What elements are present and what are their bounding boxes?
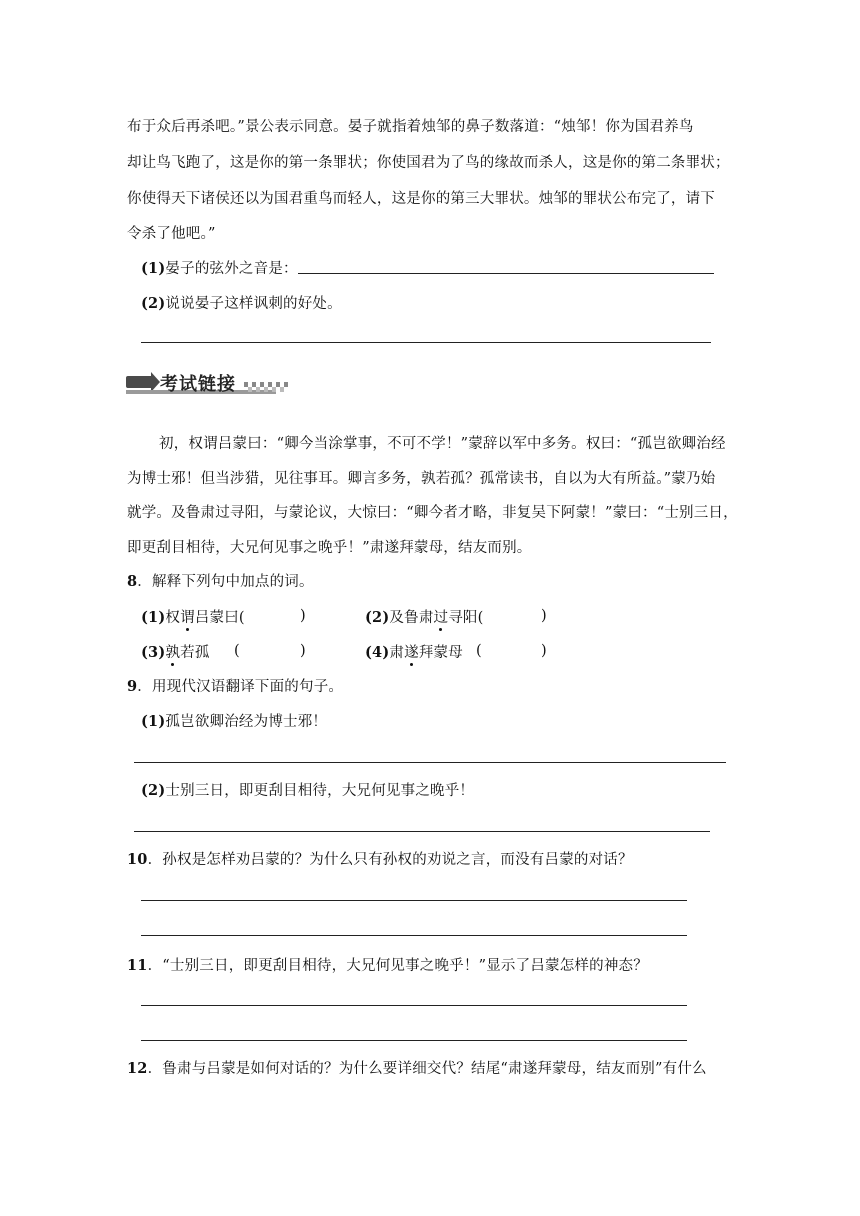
section-title: 考试链接 (160, 374, 236, 395)
passage1-line-1: 布于众后再杀吧。”景公表示同意。晏子就指着烛邹的鼻子数落道：“烛邹！你为国君养鸟 (127, 119, 694, 135)
q8-item-3-post: 若孤 (180, 645, 210, 661)
q8-item-1-dotted-word: 谓 (180, 610, 195, 626)
q8-item-4-post: 拜蒙母 (418, 645, 463, 661)
q8-item-4 (365, 643, 463, 663)
passage2-line-3: 就学。及鲁肃过寻阳，与蒙论议，大惊曰：“卿今者才略，非复吴下阿蒙！”蒙曰：“士别三日， (127, 505, 738, 521)
q8-item-3-open-paren: ( (234, 643, 240, 659)
answer-line[interactable] (141, 1005, 687, 1006)
q11-text: ．“士别三日，即更刮目相待，大兄何见事之晚乎！”显示了吕蒙怎样的神态？ (147, 958, 648, 974)
q8-item-4-answer-blank[interactable]: ) (541, 643, 547, 659)
q12-text: ．鲁肃与吕蒙是如何对话的？为什么要详细交代？结尾“肃遂拜蒙母，结友而别”有什么 (147, 1061, 707, 1077)
q7-sub2-num: (2) (141, 295, 166, 312)
q8-item-4-pre: 肃 (389, 645, 405, 661)
q9-sub2 (141, 781, 474, 801)
q9-sub1-num: (1) (141, 713, 166, 730)
q8-number: 8 (127, 573, 138, 590)
answer-line[interactable] (134, 831, 710, 832)
section-banner (126, 368, 292, 398)
q8-item-3-num: (3) (141, 644, 166, 661)
q8-item-1-answer-blank[interactable]: ) (300, 608, 306, 624)
answer-line[interactable] (141, 1040, 687, 1041)
q11-prompt (127, 956, 648, 976)
q8-text: ．解释下列句中加点的词。 (137, 574, 314, 590)
q8-item-3-dotted-word: 孰 (165, 645, 181, 661)
q8-item-1 (141, 608, 245, 628)
answer-line[interactable] (141, 342, 711, 343)
q9-sub1-text: 孤岂欲卿治经为博士邪！ (165, 714, 328, 730)
q8-item-2-answer-blank[interactable]: ) (541, 608, 547, 624)
answer-line[interactable] (134, 762, 726, 763)
answer-line[interactable] (298, 273, 714, 274)
q9-text: ．用现代汉语翻译下面的句子。 (137, 679, 344, 695)
q9-number: 9 (127, 678, 138, 695)
passage2-line-1: 初，权谓吕蒙曰：“卿今当涂掌事，不可不学！”蒙辞以军中多务。权曰：“孤岂欲卿治经 (159, 436, 726, 452)
q7-sub1-text: 晏子的弦外之音是： (165, 261, 298, 277)
passage1-line-2: 却让鸟飞跑了，这是你的第一条罪状；你使国君为了鸟的缘故而杀人，这是你的第二条罪状； (127, 155, 730, 171)
q12-number: 12 (127, 1060, 148, 1077)
q8-item-1-post: 吕蒙曰( (194, 610, 245, 626)
q8-prompt (127, 572, 314, 592)
q10-text: ．孙权是怎样劝吕蒙的？为什么只有孙权的劝说之言，而没有吕蒙的对话？ (147, 852, 633, 868)
q8-item-2-num: (2) (365, 609, 390, 626)
q9-prompt (127, 677, 343, 697)
passage2-line-4: 即更刮目相待，大兄何见事之晚乎！”肃遂拜蒙母，结友而别。 (127, 540, 532, 556)
q9-sub2-text: 士别三日，即更刮目相待，大兄何见事之晚乎！ (165, 783, 475, 799)
q8-item-2-dotted-word: 过 (433, 610, 449, 626)
q7-sub2-text: 说说晏子这样讽刺的好处。 (165, 296, 342, 312)
passage1-line-4: 令杀了他吧。” (127, 226, 216, 242)
q9-sub1 (141, 712, 327, 732)
arrow-icon (126, 376, 152, 388)
passage1-line-3: 你使得天下诸侯还以为国君重鸟而轻人，这是你的第三大罪状。烛邹的罪状公布完了，请下 (127, 191, 715, 207)
q8-item-1-pre: 权 (165, 610, 181, 626)
q7-sub2 (141, 294, 342, 314)
q8-item-3 (141, 643, 210, 663)
q8-item-4-num: (4) (365, 644, 390, 661)
q10-number: 10 (127, 851, 148, 868)
q8-item-2-post: 寻阳( (448, 610, 484, 626)
q7-sub1 (141, 259, 298, 279)
answer-line[interactable] (141, 900, 687, 901)
q10-prompt (127, 850, 633, 870)
passage2-line-2: 为博士邪！但当涉猎，见往事耳。卿言多务，孰若孤？孤常读书，自以为大有所益。”蒙乃始 (127, 471, 716, 487)
q8-item-1-num: (1) (141, 609, 166, 626)
q8-item-4-open-paren: ( (476, 643, 482, 659)
q8-item-2-pre: 及鲁肃 (389, 610, 434, 626)
q8-item-2 (365, 608, 484, 628)
q11-number: 11 (127, 957, 148, 974)
q9-sub2-num: (2) (141, 782, 166, 799)
q8-item-4-dotted-word: 遂 (404, 645, 419, 661)
q12-prompt (127, 1059, 707, 1079)
answer-line[interactable] (141, 935, 687, 936)
q7-sub1-num: (1) (141, 260, 166, 277)
q8-item-3-answer-blank[interactable]: ) (300, 643, 306, 659)
banner-dots (248, 387, 288, 392)
